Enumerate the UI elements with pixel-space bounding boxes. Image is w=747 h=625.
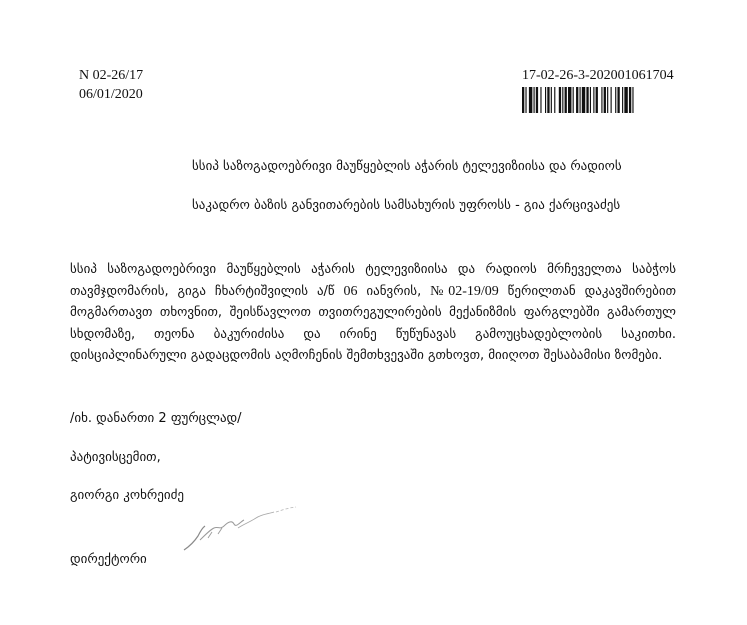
document-meta: [79, 66, 143, 104]
body-text-part3: წერილთან დაკავშირებით მოგმართავთ თხოვნით, შეისწავლოთ თვითრეგულირების მექანიზმის ფარგლებში გამართულ სხდომაზე, თეონა ბაკურიძისა და ირინე წუწუნავას გამოუცხადებლობის საკითხი. დისციპლინარული გადაცდომის აღმოჩენის შემთხვევაში გთხოვთ, მიიღოთ შესაბამისი ზომები.: [70, 283, 676, 363]
document-date: 06/01/2020: [79, 87, 143, 102]
barcode-bar: [545, 87, 546, 113]
barcode-bar: [586, 87, 588, 113]
signer-name: გიორგი კოხრეიძე: [70, 488, 184, 503]
barcode-image: [522, 87, 700, 113]
attachment-note: /იხ. დანართი 2 ფურცლად/: [70, 411, 242, 426]
barcode-bar: [596, 87, 598, 113]
barcode-bar: [593, 87, 594, 113]
barcode-bar: [540, 87, 541, 113]
barcode-bar: [525, 87, 526, 113]
registration-block: [522, 66, 702, 113]
barcode-bar: [624, 87, 627, 113]
body-text-part1: სსიპ საზოგადოებრივი მაუწყებლის აჭარის ტელევიზიისა და რადიოს მრჩეველთა საბჭოს თავმჯდომარის, გიგა ჩხარტიშვილის ა/წ: [70, 262, 676, 299]
barcode-bar: [580, 87, 581, 113]
barcode-bar: [534, 87, 535, 113]
barcode-bar: [615, 87, 616, 113]
barcode-bar: [522, 87, 524, 113]
barcode-bar: [536, 87, 538, 113]
barcode-bar: [562, 87, 563, 113]
barcode-bar: [573, 87, 574, 113]
document-number: N 02-26/17: [79, 68, 144, 83]
barcode-bar: [576, 87, 578, 113]
barcode-bar: [565, 87, 567, 113]
barcode-bar: [590, 87, 591, 113]
barcode-bar: [547, 87, 549, 113]
barcode-bar: [554, 87, 555, 113]
barcode-bar: [611, 87, 612, 113]
addressee-recipient: საკადრო ბაზის განვითარების სამსახურის უფროსს - გია ქარცივაძეს: [192, 198, 621, 213]
barcode-bar: [632, 87, 633, 113]
letter-body: [70, 259, 676, 367]
signer-position: დირექტორი: [70, 552, 147, 567]
body-date-number: 06: [343, 283, 358, 299]
body-text-part2: იანვრის,: [357, 283, 431, 299]
barcode-bar: [604, 87, 606, 113]
barcode-bar: [568, 87, 571, 113]
barcode-bar: [607, 87, 608, 113]
barcode-bar: [617, 87, 619, 113]
barcode-bar: [582, 87, 585, 113]
body-reference-number: №02-19/09: [430, 283, 499, 299]
barcode-bar: [551, 87, 552, 113]
barcode-bar: [529, 87, 532, 113]
barcode-bar: [622, 87, 623, 113]
registration-code: 17-02-26-3-202001061704: [522, 68, 674, 83]
handwritten-signature: [178, 502, 308, 554]
barcode-bar: [629, 87, 631, 113]
addressee-organization: სსიპ საზოგადოებრივი მაუწყებლის აჭარის ტელევიზიისა და რადიოს: [192, 159, 622, 174]
barcode-bar: [601, 87, 602, 113]
barcode-bar: [559, 87, 561, 113]
closing-phrase: პატივისცემით,: [70, 450, 161, 465]
